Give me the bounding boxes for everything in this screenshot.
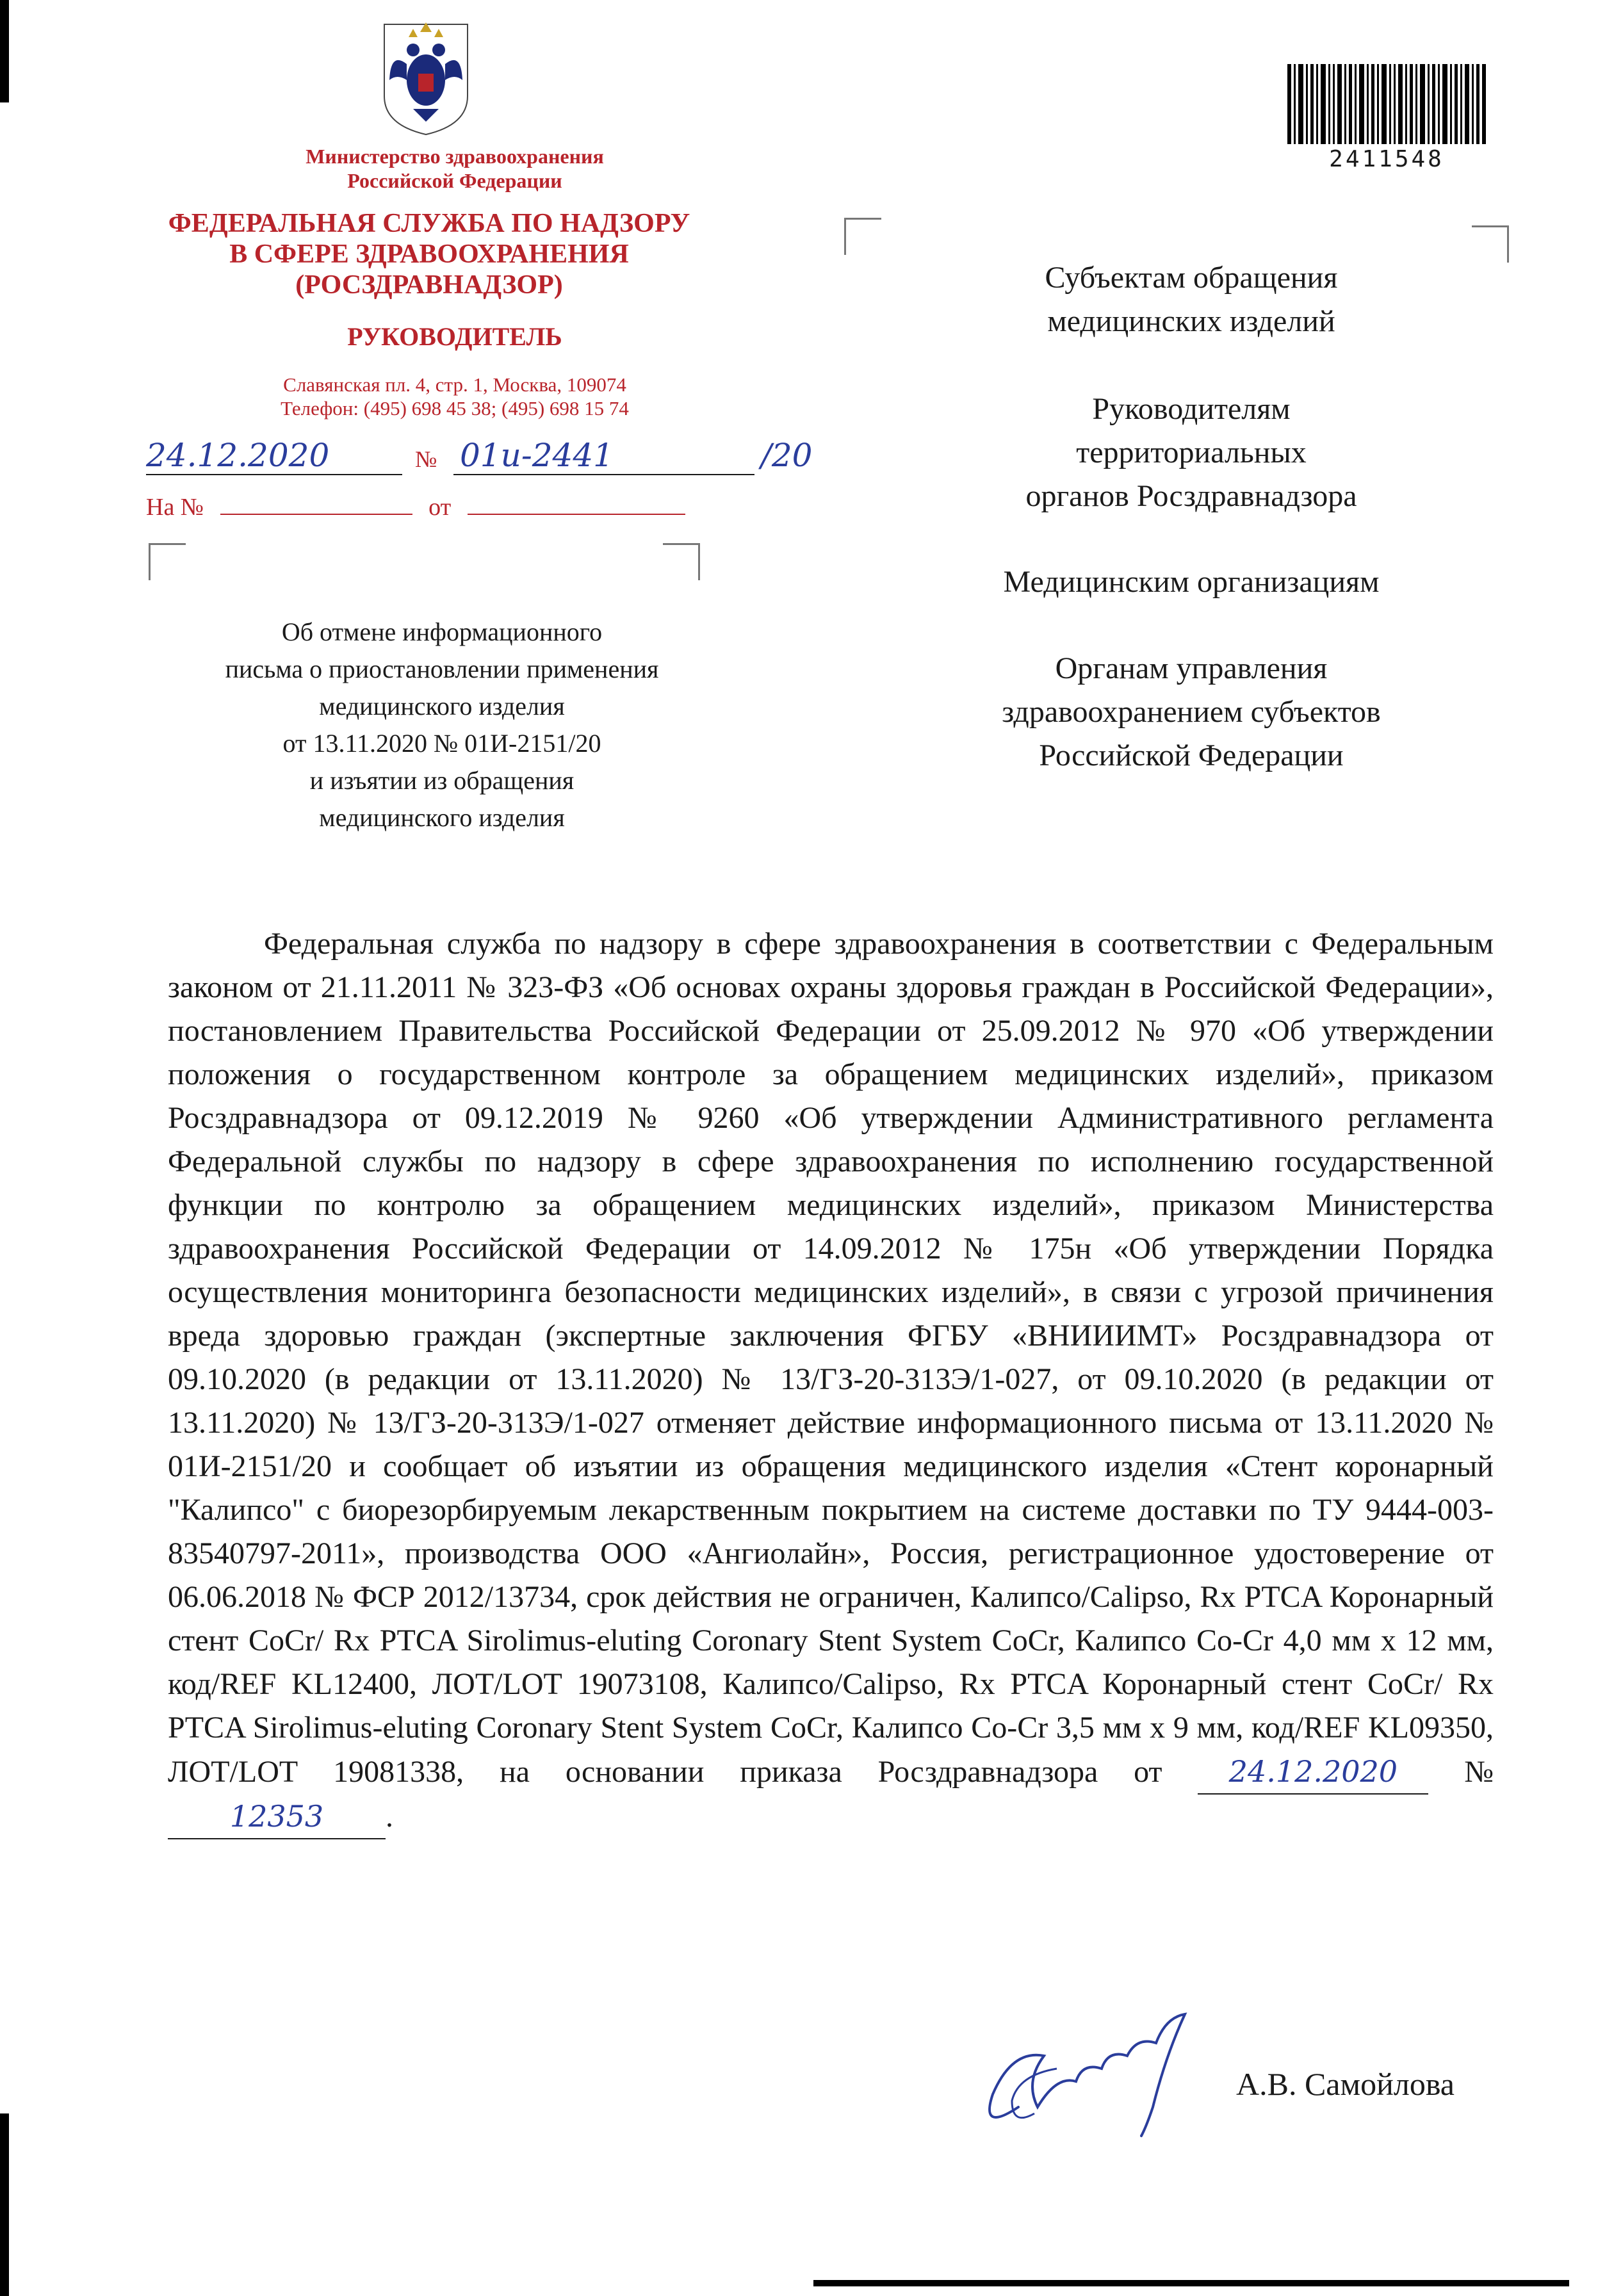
- recipient-2-line-3: органов Росздравнадзора: [1025, 479, 1357, 513]
- service-name: [102, 208, 756, 300]
- scan-edge-left-top: [0, 0, 9, 102]
- order-number: 12353: [168, 1795, 386, 1839]
- recipient-4: [839, 647, 1544, 778]
- registration-date: 24.12.2020: [146, 437, 330, 474]
- body-paragraph: Федеральная служба по надзору в сфере здравоохранения в соответствии с Федеральным законом от 21.11.2011 № 323-ФЗ «Об основах охраны здоровья граждан в Российской Федерации», постановлением Правительства Российской Федерации от 25.09.2012 № 970 «Об утверждении положения о государственном контроле за обращением медицинских изделий», приказом Росздравнадзора от 09.12.2019 № 9260 «Об утверждении Административного регламента Федеральной службы по надзору в сфере здравоохранения по исполнению государственной функции по контролю за обращением медицинских изделий», приказом Министерства здравоохранения Российской Федерации от 14.09.2012 № 175н «Об утверждении Порядка осуществления мониторинга безопасности медицинских изделий», в связи с угрозой причинения вреда здоровью граждан (экспертные заключения ФГБУ «ВНИИИМТ» Росздравнадзора от 09.10.2020 (в редакции от 13.11.2020) № 13/ГЗ-20-313Э/1-027, от 09.10.2020 (в редакции от 13.11.2020) № 13/ГЗ-20-313Э/1-027 отменяет действие информационного письма от 13.11.2020 № 01И-2151/20 и сообщает об изъятии из обращения медицинского изделия «Стент коронарный "Калипсо" с биорезорбируемым лекарственным покрытием на системе доставки по ТУ 9444-003-83540797-2011», производства ООО «Ангиолайн», Россия, регистрационное удостоверение от 06.06.2018 № ФСР 2012/13734, срок действия не ограничен, Калипсо/Calipso, Rx PTCA Коронарный стент CoCr/ Rx PTCA Sirolimus-eluting Coronary Stent System CoCr, Калипсо Co-Cr 4,0 мм х 12 мм, код/REF KL12400, ЛОТ/LOT 19073108, Калипсо/Calipso, Rx PTCA Коронарный стент CoCr/ Rx PTCA Sirolimus-eluting Coronary Stent System CoCr, Калипсо Co-Cr 3,5 мм х 9 мм, код/REF KL09350, ЛОТ/LOT 19081338, на основании приказа Росздравнадзора от: [168, 927, 1494, 1789]
- body-end-mark: .: [386, 1800, 393, 1834]
- address-block: [167, 373, 743, 420]
- subject-line-5: и изъятии из обращения: [309, 766, 575, 795]
- registration-line: [146, 437, 851, 488]
- reference-date-blank: [468, 514, 685, 515]
- ministry-name: [167, 144, 743, 193]
- recipient-corner-left: [844, 218, 881, 255]
- recipient-3-line-1: Медицинским организациям: [1003, 565, 1380, 599]
- recipient-2-line-2: территориальных: [1076, 436, 1307, 469]
- service-line-2: В СФЕРЕ ЗДРАВООХРАНЕНИЯ: [229, 240, 629, 269]
- registration-number-suffix: /20: [761, 437, 813, 474]
- reference-line: [146, 493, 685, 521]
- reference-label: На №: [146, 494, 204, 521]
- recipient-4-line-2: здравоохранением субъектов: [1002, 695, 1381, 729]
- recipient-1-line-2: медицинских изделий: [1047, 304, 1335, 338]
- registration-date-underline: [146, 474, 402, 475]
- subject-line-2: письма о приостановлении применения: [225, 655, 659, 683]
- ministry-line-1: Министерство здравоохранения: [306, 145, 604, 168]
- recipient-2-line-1: Руководителям: [1092, 392, 1291, 426]
- service-line-1: ФЕДЕРАЛЬНАЯ СЛУЖБА ПО НАДЗОРУ: [168, 209, 690, 238]
- reference-number-blank: [220, 514, 412, 515]
- registration-number: 01и-2441: [460, 437, 614, 474]
- subject-line-4: от 13.11.2020 № 01И-2151/20: [282, 729, 601, 758]
- signatory-name: А.В. Самойлова: [1236, 2066, 1455, 2102]
- subject-line-1: Об отмене информационного: [281, 617, 603, 646]
- recipient-4-line-3: Российской Федерации: [1039, 738, 1344, 772]
- address-line-1: Славянская пл. 4, стр. 1, Москва, 109074: [283, 373, 626, 396]
- recipient-1-line-1: Субъектам обращения: [1045, 261, 1338, 295]
- barcode-number: 2411548: [1329, 146, 1444, 172]
- subject-line-3: медицинского изделия: [319, 692, 565, 721]
- barcode: [1287, 64, 1486, 144]
- scan-edge-bottom: [813, 2280, 1569, 2286]
- letter-subject: [160, 614, 724, 836]
- scan-edge-left-bottom: [0, 2113, 9, 2296]
- address-line-2: Телефон: (495) 698 45 38; (495) 698 15 74: [281, 397, 629, 419]
- registration-number-underline: [453, 474, 754, 475]
- ministry-line-2: Российской Федерации: [347, 169, 562, 192]
- position-title: РУКОВОДИТЕЛЬ: [347, 322, 562, 351]
- subject-corner-right: [663, 543, 700, 580]
- service-line-3: (РОСЗДРАВНАДЗОР): [295, 270, 563, 300]
- handwritten-signature: [974, 1979, 1243, 2145]
- order-date: 24.12.2020: [1198, 1750, 1428, 1795]
- subject-line-6: медицинского изделия: [319, 803, 565, 832]
- recipient-1: [839, 256, 1544, 343]
- recipient-2: [839, 387, 1544, 518]
- order-number-sign: №: [1464, 1755, 1494, 1789]
- subject-corner-left: [149, 543, 186, 580]
- reference-from-label: от: [428, 494, 452, 521]
- recipient-3: [839, 560, 1544, 604]
- letter-body: [168, 922, 1494, 1839]
- registration-number-sign: №: [415, 446, 437, 472]
- coat-of-arms-emblem: [378, 19, 474, 138]
- recipient-4-line-1: Органам управления: [1055, 651, 1328, 685]
